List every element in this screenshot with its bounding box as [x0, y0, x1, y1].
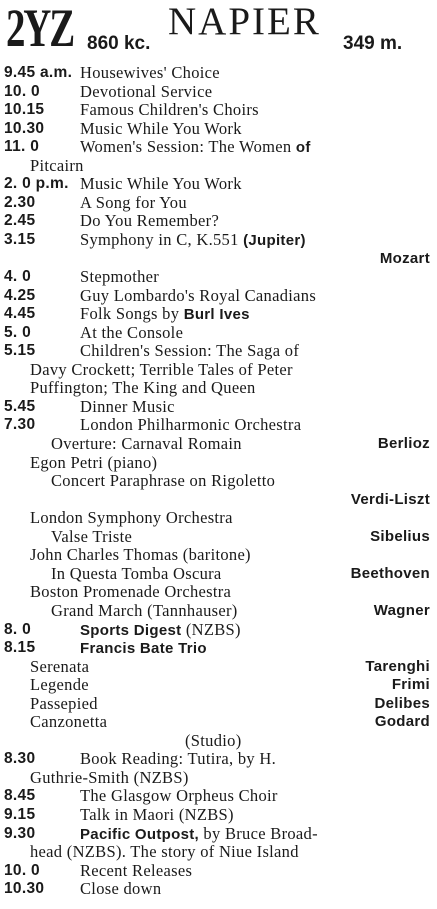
programme-title-text: Recent Releases [80, 860, 193, 880]
programme-line [0, 805, 437, 824]
programme-time: 5.15 [4, 342, 36, 360]
programme-title-text: At the Console [80, 322, 184, 342]
programme-line [0, 397, 437, 416]
programme-title [80, 323, 183, 342]
programme-work: Valse Triste [51, 526, 133, 546]
programme-line [0, 360, 437, 379]
programme-line [0, 304, 437, 323]
programme-line [0, 508, 437, 527]
composer-name: Frimi [391, 676, 430, 694]
programme-title-bold: Pacific Outpost, [80, 825, 199, 843]
programme-line [0, 156, 437, 175]
programme-line [0, 174, 437, 193]
programme-line [0, 341, 437, 360]
programme-time: 8. 0 [4, 620, 32, 638]
programme-time: 8.15 [4, 639, 36, 657]
programme-continuation: John Charles Thomas (baritone) [30, 545, 251, 565]
programme-work: Concert Paraphrase on Rigoletto [51, 471, 276, 491]
programme-line [0, 323, 437, 342]
programme-title-suffix: by Bruce Broad- [203, 823, 318, 843]
programme-time: 10. 0 [4, 82, 40, 100]
programme-line [0, 193, 437, 212]
programme-continuation: head (NZBS). The story of Niue Island [30, 842, 299, 862]
programme-line [0, 137, 437, 156]
programme-title [80, 193, 187, 212]
programme-continuation: Davy Crockett; Terrible Tales of Peter [30, 359, 293, 379]
programme-line [0, 63, 437, 82]
programme-time: 8.30 [4, 750, 36, 768]
programme-title-text: Symphony in C, K.551 [80, 229, 239, 249]
programme-title-bold-tail: of [295, 139, 311, 157]
programme-line [0, 824, 437, 843]
programme-time: 5. 0 [4, 323, 32, 341]
programme-title-text: Devotional Service [80, 81, 213, 101]
programme-time: 4.25 [4, 286, 36, 304]
programme-time: 9.45 a.m. [4, 64, 73, 81]
programme-work: Overture: Carnaval Romain [51, 434, 242, 453]
programme-title-text: Music While You Work [80, 118, 242, 138]
programme-title [80, 137, 311, 157]
programme-title [80, 861, 192, 880]
composer-name: Verdi-Liszt [350, 490, 430, 508]
programme-line [0, 768, 437, 787]
programme-title [80, 824, 318, 844]
programme-line [0, 564, 437, 583]
programme-title-bold: Sports Digest [80, 621, 182, 639]
composer-name: Beethoven [350, 564, 430, 582]
programme-line [0, 453, 437, 472]
programme-time: 5.45 [4, 397, 36, 415]
programme-title [80, 620, 241, 640]
programme-line [0, 601, 437, 620]
programme-line [0, 249, 437, 268]
programme-title [80, 100, 259, 119]
trio-item: Passepied [30, 693, 98, 713]
programme-line [0, 675, 437, 694]
programme-line [0, 786, 437, 805]
programme-time: 10.30 [4, 880, 45, 898]
programme-title-text: A Song for You [80, 192, 187, 212]
programme-line [0, 657, 437, 676]
programme-line [0, 415, 437, 434]
programme-title [80, 341, 299, 360]
programme-line [0, 638, 437, 657]
programme-title [80, 638, 207, 658]
programme-work: Grand March (Tannhauser) [51, 600, 238, 620]
programme-line [0, 211, 437, 230]
programme-title-text: Talk in Maori (NZBS) [80, 805, 234, 824]
programme-line [0, 582, 437, 601]
programme-title-text: Folk Songs by [80, 304, 180, 324]
composer-name: Tarenghi [365, 657, 430, 675]
programme-continuation: London Symphony Orchestra [30, 508, 233, 528]
programme-title [80, 286, 316, 305]
programme-line [0, 434, 437, 453]
programme-continuation: Boston Promenade Orchestra [30, 582, 232, 602]
programme-title-text: Close down [80, 879, 162, 899]
programme-continuation: Pitcairn [30, 155, 84, 175]
programme-time: 4.45 [4, 305, 36, 323]
programme-title-bold-tail: Burl Ives [183, 306, 250, 324]
programme-title [80, 63, 220, 82]
programme-title-text: Dinner Music [80, 396, 175, 416]
programme-line [0, 119, 437, 138]
programme-title [80, 397, 175, 416]
programme-time: 11. 0 [4, 138, 40, 156]
programme-title [80, 304, 250, 324]
programme-line [0, 712, 437, 731]
programme-title-text: Guy Lombardo's Royal Canadians [80, 285, 317, 305]
trio-item: Legende [30, 675, 89, 695]
programme-time: 9.30 [4, 824, 36, 842]
programme-line [0, 490, 437, 509]
programme-line [0, 749, 437, 768]
station-header [0, 0, 437, 62]
programme-line [0, 861, 437, 880]
programme-title-text: Women's Session: The Women [80, 137, 292, 157]
programme-title [80, 805, 234, 824]
programme-work: In Questa Tomba Oscura [51, 563, 222, 583]
programme-title-text: Children's Session: The Saga of [80, 341, 300, 361]
programme-line [0, 731, 437, 750]
programme-title-text: Music While You Work [80, 174, 242, 194]
programme-title [80, 786, 278, 805]
programme-title-text: Do You Remember? [80, 211, 220, 231]
station-frequency: 860 kc. [87, 33, 151, 54]
programme-line [0, 620, 437, 639]
composer-name: Sibelius [370, 527, 430, 545]
programme-line [0, 545, 437, 564]
trio-item: Serenata [30, 656, 90, 676]
programme-line [0, 842, 437, 861]
programme-title [80, 415, 301, 434]
programme-line [0, 879, 437, 898]
programme-title [80, 879, 161, 898]
programme-time: 9.15 [4, 806, 36, 823]
programme-title-text: Famous Children's Choirs [80, 100, 259, 120]
programme-time: 3.15 [4, 230, 36, 248]
composer-name: Mozart [379, 249, 430, 267]
programme-title [80, 119, 242, 138]
programme-title-bold-tail: (Jupiter) [243, 231, 306, 249]
programme-time: 8.45 [4, 787, 36, 805]
programme-title [80, 82, 212, 101]
programme-continuation: Egon Petri (piano) [30, 452, 158, 472]
programme-title-bold: Francis Bate Trio [80, 640, 207, 658]
programme-title-text: Book Reading: Tutira, by H. [80, 749, 277, 769]
programme-line [0, 82, 437, 101]
programme-title [80, 749, 276, 768]
programme-line [0, 527, 437, 546]
programme-time: 2.45 [4, 212, 36, 230]
programme-title-text: London Philharmonic Orchestra [80, 415, 302, 435]
programme-title [80, 174, 242, 193]
programme-line [0, 286, 437, 305]
programme-line [0, 471, 437, 490]
programme-title-text: The Glasgow Orpheus Choir [80, 786, 278, 806]
programme-title-text: Housewives' Choice [80, 63, 220, 82]
composer-name: Godard [374, 713, 430, 731]
programme-time: 10.15 [4, 101, 45, 119]
studio-note: (Studio) [185, 730, 242, 750]
station-city: NAPIER [168, 0, 321, 43]
station-callsign: 2YZ [6, 0, 73, 58]
programme-continuation: Puffington; The King and Queen [30, 378, 256, 398]
programme-title [80, 230, 306, 250]
programme-line [0, 100, 437, 119]
programme-time: 7.30 [4, 416, 36, 434]
programme-time: 10. 0 [4, 861, 40, 879]
programme-time: 2. 0 p.m. [4, 175, 69, 193]
programme-line [0, 694, 437, 713]
programme-title [80, 267, 159, 286]
programme-time: 4. 0 [4, 268, 32, 286]
programme-line [0, 378, 437, 397]
programme-time: 10.30 [4, 119, 45, 137]
programme-line [0, 267, 437, 286]
composer-name: Wagner [373, 601, 430, 619]
composer-name: Delibes [374, 694, 430, 712]
station-wavelength: 349 m. [343, 33, 403, 54]
trio-item: Canzonetta [30, 712, 108, 732]
programme-title-suffix: (NZBS) [185, 619, 241, 639]
composer-name: Berlioz [377, 435, 430, 452]
programme-title [80, 211, 219, 230]
programme-time: 2.30 [4, 193, 36, 211]
programme-title-text: Stepmother [80, 267, 160, 287]
programme-continuation: Guthrie-Smith (NZBS) [30, 767, 189, 787]
programme-line [0, 230, 437, 249]
